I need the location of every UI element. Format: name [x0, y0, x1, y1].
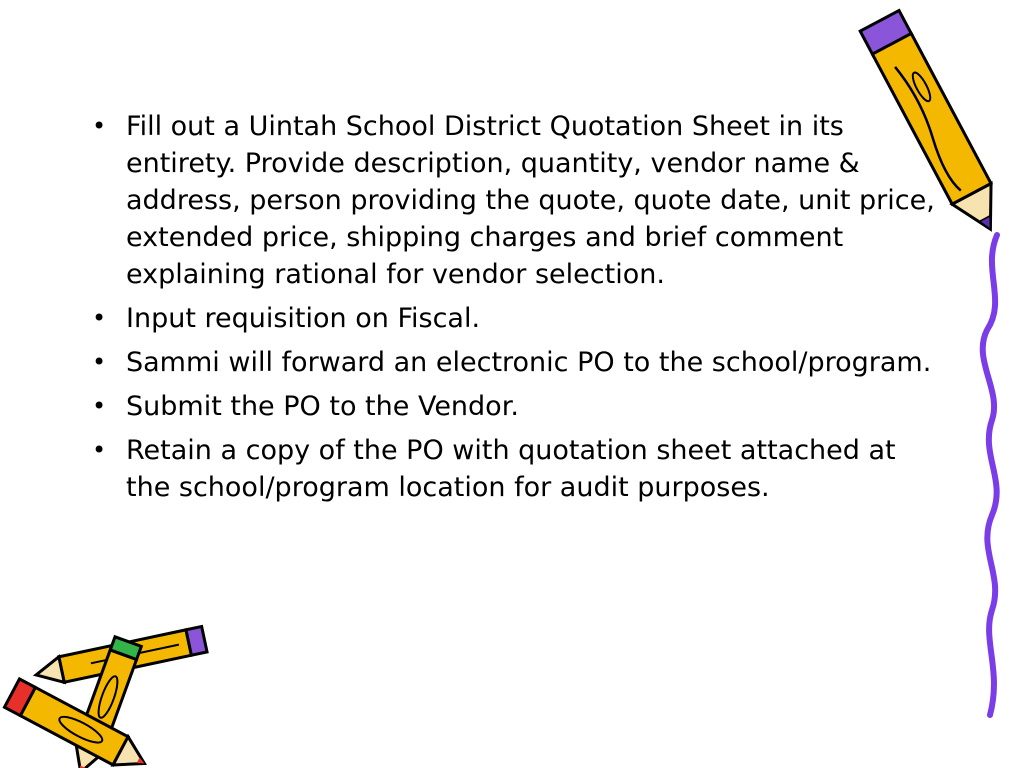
bullet-dot: • [92, 348, 107, 376]
bullet-text: Input requisition on Fiscal. [126, 303, 481, 334]
bullet-dot: • [92, 392, 107, 420]
pencil-top-right-icon [850, 0, 1020, 250]
bullet-item [92, 300, 942, 337]
bullet-item [92, 108, 942, 293]
pencils-bottom-left-icon [0, 615, 215, 768]
purple-squiggle-line [962, 230, 1024, 720]
bullet-item [92, 432, 942, 506]
bullet-text: Submit the PO to the Vendor. [126, 391, 519, 422]
bullet-text: Fill out a Uintah School District Quotation Sheet in its entirety. Provide description, quantity, vendor name & address, person providing the quote, quote date, unit price, extended price, shipping charges and brief comment explaining rational for vendor selection. [126, 111, 935, 290]
bullet-text: Sammi will forward an electronic PO to the school/program. [126, 347, 932, 378]
bullet-dot: • [92, 304, 107, 332]
bullet-item [92, 344, 942, 381]
bullet-item [92, 388, 942, 425]
bullet-list [92, 108, 942, 513]
pencil-body [872, 33, 991, 204]
bullet-dot: • [92, 436, 107, 464]
bullet-dot: • [92, 112, 107, 140]
bullet-text: Retain a copy of the PO with quotation sheet attached at the school/program location for audit purposes. [126, 435, 896, 503]
